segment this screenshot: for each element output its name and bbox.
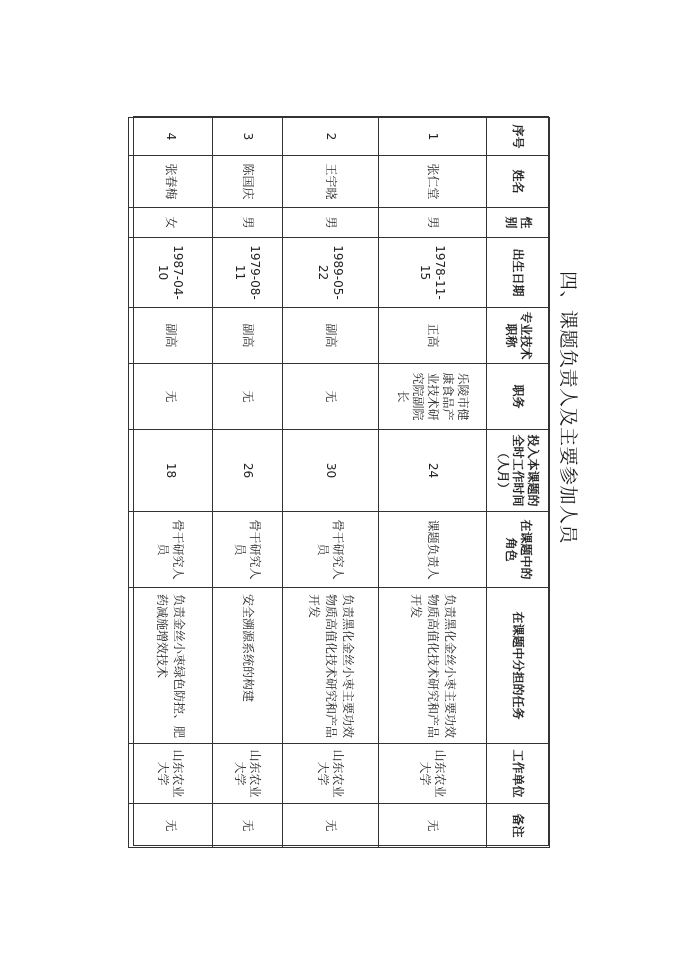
- cell-unit: 山东农业大学: [283, 744, 379, 804]
- table-row: [129, 118, 213, 848]
- cell-role: 骨干研究人员: [129, 512, 213, 588]
- header-post: 职务: [487, 364, 550, 430]
- cell-task: 安全溯源系统的构建: [213, 588, 283, 744]
- cell-birth: 1987-04-10: [129, 238, 213, 308]
- table-row: [283, 118, 379, 848]
- cell-gender: 男: [379, 208, 487, 238]
- cell-title: 副高: [283, 308, 379, 364]
- cell-birth: 1979-08-11: [213, 238, 283, 308]
- cell-post: 无: [213, 364, 283, 430]
- header-remark: 备注: [487, 804, 550, 848]
- cell-remark: 无: [213, 804, 283, 848]
- cell-title: 正高: [379, 308, 487, 364]
- cell-role: 骨干研究人员: [283, 512, 379, 588]
- cell-name: 张春梅: [129, 156, 213, 208]
- cell-months: 18: [129, 430, 213, 512]
- cell-months: 30: [283, 430, 379, 512]
- cell-gender: 女: [129, 208, 213, 238]
- cell-unit: 山东农业大学: [379, 744, 487, 804]
- personnel-table-frame: [133, 116, 549, 846]
- cell-task: 负责金丝小枣绿色防控、肥药减施增效技术: [129, 588, 213, 744]
- cell-post: 乐陵市健康食品产业技术研究院副院长: [379, 364, 487, 430]
- table-header-row: [487, 118, 550, 848]
- cell-remark: 无: [283, 804, 379, 848]
- cell-no: 4: [129, 118, 213, 156]
- header-role: 在课题中的角色: [487, 512, 550, 588]
- cell-no: 1: [379, 118, 487, 156]
- cell-post: 无: [283, 364, 379, 430]
- cell-unit: 山东农业大学: [129, 744, 213, 804]
- cell-unit: 山东农业大学: [213, 744, 283, 804]
- cell-name: 王宇晓: [283, 156, 379, 208]
- header-task: 在课题中分担的任务: [487, 588, 550, 744]
- header-name: 姓名: [487, 156, 550, 208]
- personnel-table-rotated: [134, 117, 550, 847]
- cell-task: 负责黑化金丝小枣主要功效物质高值化技术研究和产品开发: [283, 588, 379, 744]
- cell-name: 陈国庆: [213, 156, 283, 208]
- cell-gender: 男: [283, 208, 379, 238]
- header-months: 投入本课题的全时工作时间（人月）: [487, 430, 550, 512]
- table-row: [213, 118, 283, 848]
- cell-gender: 男: [213, 208, 283, 238]
- header-gender: 性别: [487, 208, 550, 238]
- cell-remark: 无: [129, 804, 213, 848]
- cell-role: 课题负责人: [379, 512, 487, 588]
- personnel-table: [128, 117, 550, 848]
- section-heading: 四、课题负责人及主要参加人员: [557, 271, 579, 545]
- cell-months: 24: [379, 430, 487, 512]
- cell-task: 负责黑化金丝小枣主要功效物质高值化技术研究和产品开发: [379, 588, 487, 744]
- header-title: 专业技术职称: [487, 308, 550, 364]
- header-birth: 出生日期: [487, 238, 550, 308]
- cell-no: 3: [213, 118, 283, 156]
- header-no: 序号: [487, 118, 550, 156]
- table-row: [379, 118, 487, 848]
- header-unit: 工作单位: [487, 744, 550, 804]
- cell-role: 骨干研究人员: [213, 512, 283, 588]
- cell-remark: 无: [379, 804, 487, 848]
- cell-title: 副高: [213, 308, 283, 364]
- scan-mark: [328, 2, 358, 6]
- cell-title: 副高: [129, 308, 213, 364]
- cell-no: 2: [283, 118, 379, 156]
- cell-birth: 1978-11-15: [379, 238, 487, 308]
- cell-post: 无: [129, 364, 213, 430]
- cell-name: 张仁堂: [379, 156, 487, 208]
- cell-months: 26: [213, 430, 283, 512]
- cell-birth: 1989-05-22: [283, 238, 379, 308]
